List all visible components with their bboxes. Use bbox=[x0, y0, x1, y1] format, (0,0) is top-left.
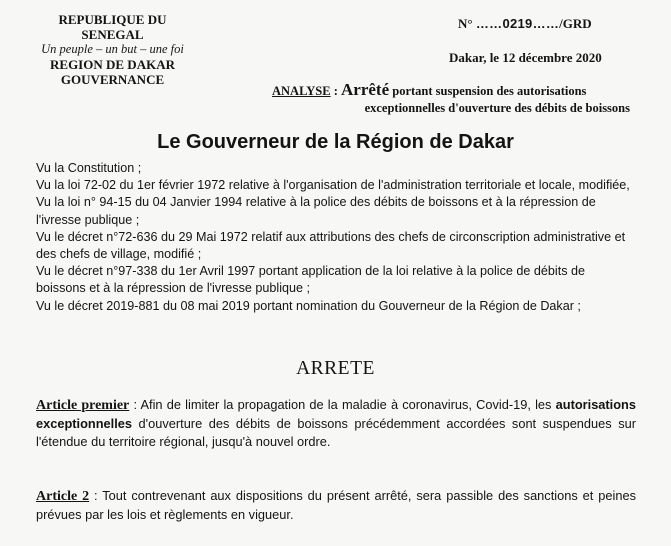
visa-item: Vu le décret n°97-338 du 1er Avril 1997 portant application de la loi relative à la police de débits de boissons et à la répression de l'ivresse publique ; bbox=[36, 264, 586, 296]
article-1 bbox=[36, 396, 636, 452]
article-1-intro: : Afin de limiter la propagation de la maladie à coronavirus, Covid-19, les bbox=[129, 397, 556, 412]
reference-number bbox=[458, 16, 592, 32]
page-title: Le Gouverneur de la Région de Dakar bbox=[157, 131, 514, 153]
analyse-block bbox=[272, 81, 632, 117]
analyse-colon: : bbox=[330, 84, 342, 98]
visas-list bbox=[36, 160, 636, 315]
analyse-line2: exceptionnelles d'ouverture des débits de boissons bbox=[364, 101, 630, 115]
visa-item: Vu le décret n°72-636 du 29 Mai 1972 relatif aux attributions des chefs de circonscription administrative et des chefs de village, modifié ; bbox=[36, 229, 626, 262]
place-date: Dakar, le 12 décembre 2020 bbox=[449, 50, 602, 65]
article-1-rest: d'ouverture des débits de boissons précédemment accordées sont suspendues sur l'étendue du territoire régional, jusqu'à nouvel ordre. bbox=[36, 416, 636, 450]
analyse-line1: portant suspension des autorisations bbox=[389, 84, 587, 98]
article-2 bbox=[36, 487, 636, 524]
article-1-bold: autorisations exceptionnelles bbox=[36, 397, 636, 432]
region-name: REGION DE DAKAR bbox=[50, 57, 175, 72]
number-value: ……0219…… bbox=[475, 16, 560, 31]
article-2-text: : Tout contrevenant aux dispositions du présent arrêté, sera passible des sanctions et peines prévues par les lois et règlements en vigueur. bbox=[36, 488, 636, 523]
analyse-keyword: Arrêté bbox=[341, 80, 390, 99]
visa-item: Vu la loi 72-02 du 1er février 1972 relative à l'organisation de l'administration territoriale et locale, modifiée, bbox=[36, 178, 630, 193]
article-2-label: Article 2 bbox=[36, 489, 90, 504]
number-suffix: /GRD bbox=[559, 16, 592, 31]
national-motto: Un peuple – un but – une foi bbox=[41, 42, 184, 56]
governance-name: GOUVERNANCE bbox=[60, 72, 165, 87]
issuer-block bbox=[30, 12, 195, 87]
article-1-label: Article premier bbox=[36, 398, 130, 413]
visa-item: Vu la loi n° 94-15 du 04 Janvier 1994 relative à la police des débits de boissons et à la répression de l'ivresse publique ; bbox=[36, 195, 596, 227]
visa-item: Vu le décret 2019-881 du 08 mai 2019 portant nomination du Gouverneur de la Région de Dakar ; bbox=[36, 298, 581, 313]
visa-item: Vu la Constitution ; bbox=[36, 161, 142, 175]
analyse-label: ANALYSE bbox=[272, 84, 331, 98]
number-prefix: N° bbox=[458, 16, 473, 31]
arrete-heading: ARRETE bbox=[296, 358, 375, 379]
republic-name: REPUBLIQUE DU SENEGAL bbox=[58, 12, 167, 42]
